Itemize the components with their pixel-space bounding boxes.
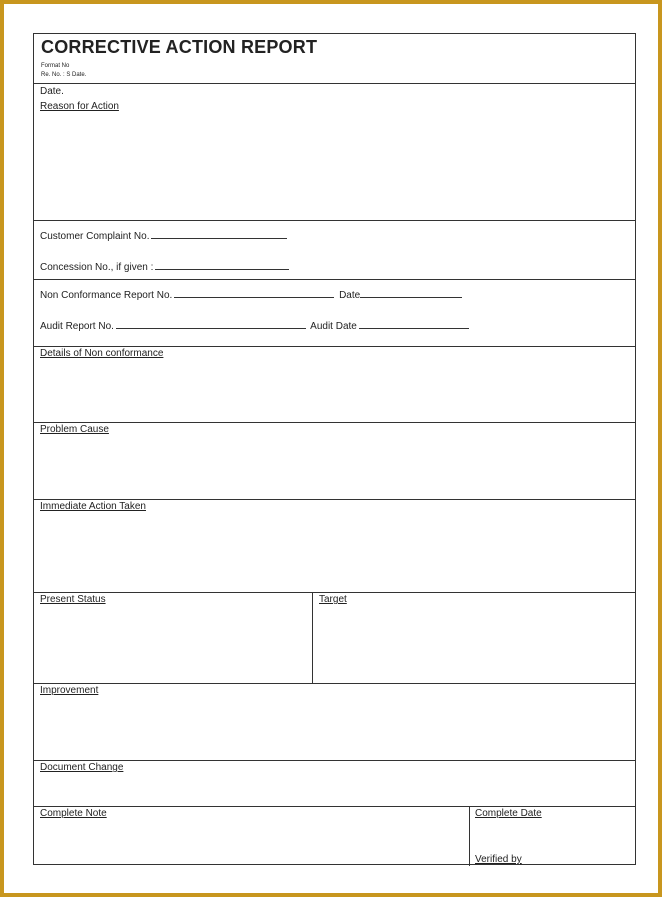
audit-report-label: Audit Report No. [40, 321, 114, 332]
problem-cause-label: Problem Cause [40, 424, 109, 435]
header-section [34, 34, 635, 83]
completion-divider [469, 807, 470, 866]
ncr-date-line[interactable] [360, 288, 462, 298]
target-label: Target [319, 594, 347, 605]
revision-line-label: Re. No. : S Date. [41, 72, 87, 78]
status-target-divider [312, 593, 313, 683]
audit-report-field[interactable] [40, 319, 471, 332]
complaint-section [34, 220, 635, 279]
form-title: CORRECTIVE ACTION REPORT [41, 37, 318, 57]
customer-complaint-field[interactable] [40, 229, 289, 242]
improvement-label: Improvement [40, 685, 99, 696]
concession-label: Concession No., if given : [40, 262, 154, 273]
immediate-action-section[interactable] [34, 499, 635, 592]
ncr-line[interactable] [174, 288, 334, 298]
ncr-label: Non Conformance Report No. [40, 290, 173, 301]
complete-note-label: Complete Note [40, 808, 107, 819]
problem-cause-section[interactable] [34, 422, 635, 499]
date-label: Date. [40, 86, 64, 97]
format-number-label: Format No [41, 63, 70, 69]
reason-for-action-label: Reason for Action [40, 101, 119, 112]
concession-line[interactable] [155, 260, 289, 270]
verified-by-label: Verified by [475, 854, 522, 865]
audit-date-line[interactable] [359, 319, 469, 329]
complete-date-label: Complete Date [475, 808, 542, 819]
immediate-action-label: Immediate Action Taken [40, 501, 146, 512]
details-section[interactable] [34, 346, 635, 422]
ncr-date-label: Date [339, 290, 361, 301]
customer-complaint-label: Customer Complaint No. [40, 231, 150, 242]
reason-section [34, 83, 635, 220]
present-status-label: Present Status [40, 594, 106, 605]
document-change-label: Document Change [40, 762, 124, 773]
customer-complaint-line[interactable] [151, 229, 287, 239]
nonconformance-section [34, 279, 635, 346]
document-change-section[interactable] [34, 760, 635, 806]
ncr-field[interactable] [40, 288, 464, 301]
completion-section [34, 806, 635, 866]
audit-report-line[interactable] [116, 319, 306, 329]
details-label: Details of Non conformance [40, 348, 164, 359]
concession-field[interactable] [40, 260, 291, 273]
corrective-action-form [33, 33, 636, 865]
status-target-section [34, 592, 635, 683]
audit-date-label: Audit Date [310, 321, 357, 332]
improvement-section[interactable] [34, 683, 635, 760]
